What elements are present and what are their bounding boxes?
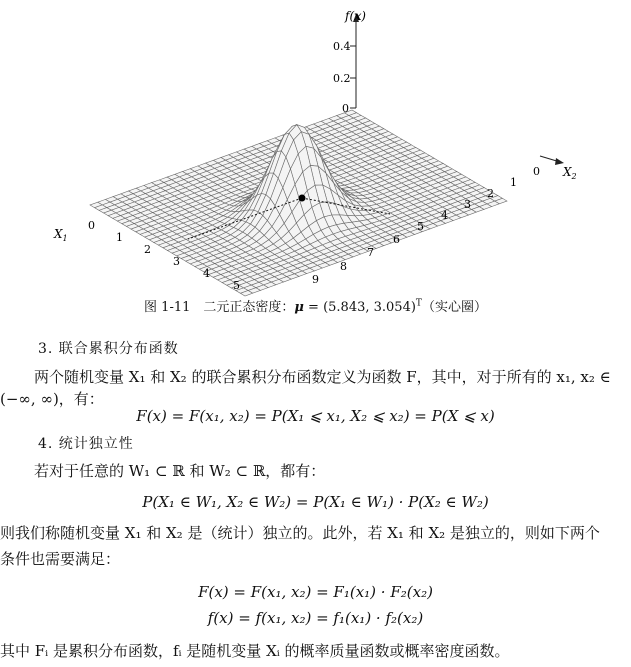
x2-tick-label: 6 [393,233,400,246]
pdf-product-equation: f(x) = f(x₁, x₂) = f₁(x₁) · f₂(x₂) [207,609,424,627]
caption-mu-symbol: μ [294,300,304,315]
density-surface-plot [0,0,631,300]
x1-tick-label: 0 [88,219,95,232]
z-tick-label: 0.2 [333,72,351,85]
section-heading-independence: 4. 统计独立性 [38,436,134,452]
caption-prefix: 图 1-11 二元正态密度： [144,300,295,315]
x2-tick-label: 4 [441,209,448,222]
section-heading-joint-cdf: 3. 联合累积分布函数 [38,341,179,357]
x2-tick-label: 3 [464,198,471,211]
final-remark: 其中 Fᵢ 是累积分布函数，fᵢ 是随机变量 Xᵢ 的概率质量函数或概率密度函数。 [0,642,510,660]
independence-conclusion-line2: 条件也需要满足： [0,550,121,568]
x2-axis-arrow [555,158,564,165]
mean-point [299,195,306,202]
z-axis-label: f(x) [345,9,366,23]
independence-paragraph: 若对于任意的 W₁ ⊂ ℝ 和 W₂ ⊂ ℝ，都有： [34,462,326,480]
bivariate-normal-figure [0,0,631,325]
x2-axis-label: $X_2$ [563,165,577,181]
x2-tick-label: 2 [487,187,494,200]
x1-tick-label: 3 [173,255,180,268]
x2-tick-label: 5 [417,220,424,233]
z-tick-label: 0.4 [333,40,351,53]
caption-sup: T [415,298,422,309]
z-tick-label: 0 [342,102,349,115]
x1-tick-label: 1 [116,231,123,244]
joint-cdf-paragraph-line1: 两个随机变量 X₁ 和 X₂ 的联合累积分布函数定义为函数 F，其中，对于所有的 x₁, x₂ ∈ [34,368,611,386]
x2-tick-label: 1 [510,176,517,189]
x2-tick-label: 0 [533,165,540,178]
figure-caption [0,296,631,315]
caption-suffix: （实心圈） [421,300,487,315]
x1-tick-label: 2 [144,243,151,256]
independence-equation: P(X₁ ∈ W₁, X₂ ∈ W₂) = P(X₁ ∈ W₁) · P(X₂ ∈ W₂) [142,493,489,511]
x1-axis-label: $X_1$ [54,227,68,243]
independence-conclusion-line1: 则我们称随机变量 X₁ 和 X₂ 是（统计）独立的。此外，若 X₁ 和 X₂ 是独立的，则如下两个 [0,524,600,542]
joint-cdf-equation: F(x) = F(x₁, x₂) = P(X₁ ⩽ x₁, X₂ ⩽ x₂) = P(X ⩽ x) [136,407,495,425]
surface-mesh [90,110,507,296]
x1-tick-label: 5 [233,279,240,292]
x2-tick-label: 8 [340,260,347,273]
x2-tick-label: 7 [367,246,374,259]
caption-value: = (5.843, 3.054) [308,300,416,315]
cdf-product-equation: F(x) = F(x₁, x₂) = F₁(x₁) · F₂(x₂) [198,583,433,601]
x1-tick-label: 4 [203,267,210,280]
joint-cdf-paragraph-line2: (−∞, ∞)，有： [0,390,104,408]
x2-tick-label: 9 [312,273,319,286]
